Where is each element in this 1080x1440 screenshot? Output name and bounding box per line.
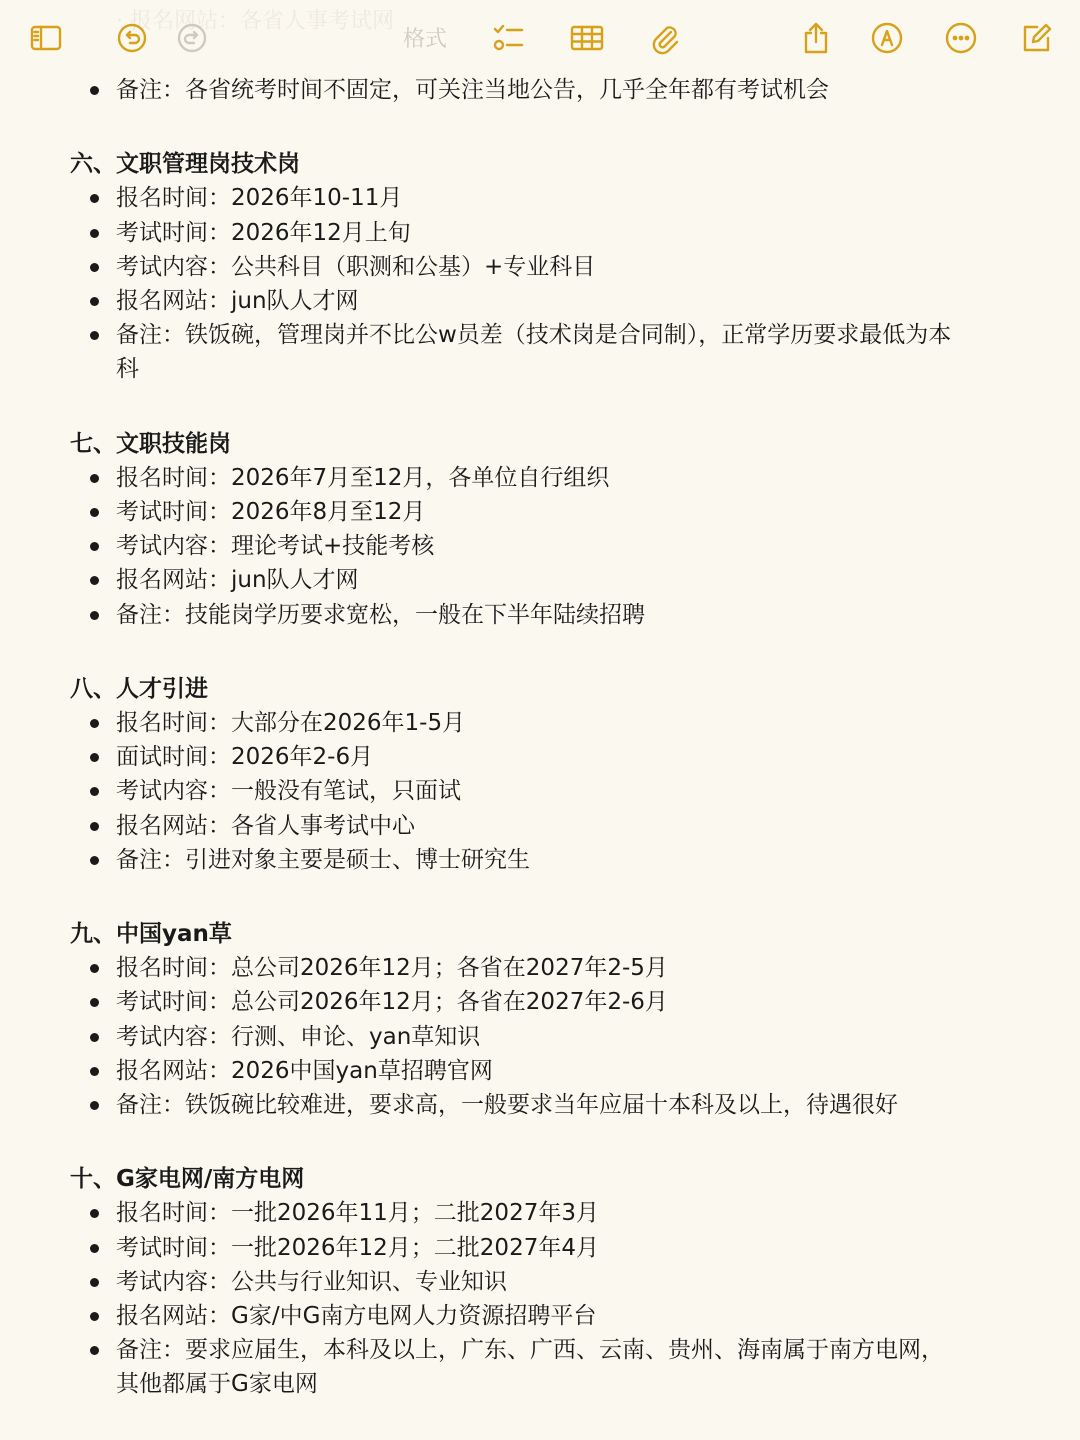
- bullet-icon: [90, 1209, 99, 1218]
- bullet-icon: [90, 86, 99, 95]
- list-item: 报名时间：总公司2026年12月；各省在2027年2-5月: [116, 955, 668, 982]
- list-item: 考试内容：公共科目（职测和公基）+专业科目: [116, 253, 596, 280]
- list-item: 备注：技能岗学历要求宽松，一般在下半年陆续招聘: [116, 601, 645, 628]
- list-item: 报名网站：G家/中G南方电网人力资源招聘平台: [116, 1303, 597, 1329]
- list-item-continuation: 其他都属于G家电网: [116, 1371, 318, 1398]
- section-heading: 八、人才引进: [70, 675, 208, 702]
- undo-icon[interactable]: [112, 18, 152, 58]
- bullet-icon: [90, 1312, 99, 1321]
- list-item: 报名网站：jun队人才网: [116, 567, 359, 594]
- format-title[interactable]: 格式: [402, 27, 447, 52]
- list-item: 考试内容：行测、申论、yan草知识: [116, 1023, 481, 1050]
- attachment-icon[interactable]: [644, 18, 684, 58]
- bullet-icon: [90, 508, 99, 517]
- list-item: 面试时间：2026年2-6月: [116, 744, 374, 771]
- compose-icon[interactable]: [1017, 18, 1057, 58]
- list-item: 备注：铁饭碗，管理岗并不比公w员差（技术岗是合同制），正常学历要求最低为本: [116, 322, 952, 349]
- section-heading: 六、文职管理岗技术岗: [70, 151, 300, 178]
- share-icon[interactable]: [796, 18, 836, 58]
- list-item: 备注：引进对象主要是硕士、博士研究生: [116, 846, 530, 873]
- scrolled-text-ghost: · 报名网站：各省人事考试网: [116, 9, 394, 34]
- bullet-icon: [90, 297, 99, 306]
- bullet-icon: [90, 753, 99, 762]
- list-item: 报名网站：jun队人才网: [116, 288, 359, 314]
- checklist-icon[interactable]: [488, 18, 528, 58]
- bullet-icon: [90, 194, 99, 203]
- bullet-icon: [90, 331, 99, 340]
- bullet-icon: [90, 474, 99, 483]
- bullet-icon: [90, 576, 99, 585]
- list-item: 报名时间：大部分在2026年1-5月: [116, 710, 466, 736]
- list-item: 备注：要求应届生，本科及以上，广东、广西、云南、贵州、海南属于南方电网，: [116, 1337, 944, 1364]
- bullet-icon: [90, 1033, 99, 1042]
- list-item: 备注：铁饭碗比较难进，要求高，一般要求当年应届十本科及以上，待遇很好: [116, 1092, 898, 1118]
- bullet-icon: [90, 1278, 99, 1287]
- list-item: 报名时间：2026年10-11月: [116, 185, 403, 212]
- bullet-icon: [90, 229, 99, 238]
- section-heading: 九、中国yan草: [70, 921, 232, 947]
- list-item: 考试时间：2026年12月上旬: [116, 219, 411, 246]
- bullet-icon: [90, 787, 99, 796]
- redo-icon[interactable]: [172, 18, 212, 58]
- list-item: 考试内容：一般没有笔试，只面试: [116, 778, 461, 805]
- section-heading: 十、G家电网/南方电网: [70, 1166, 305, 1193]
- more-icon[interactable]: [941, 18, 981, 58]
- bullet-icon: [90, 856, 99, 865]
- bullet-icon: [90, 263, 99, 272]
- list-item: 报名网站：2026中国yan草招聘官网: [116, 1057, 493, 1084]
- bullet-icon: [90, 964, 99, 973]
- list-item: 考试时间：一批2026年12月；二批2027年4月: [116, 1234, 599, 1261]
- markup-icon[interactable]: [867, 18, 907, 58]
- sidebar-icon[interactable]: [26, 18, 66, 58]
- bullet-icon: [90, 1067, 99, 1076]
- list-item: 考试内容：公共与行业知识、专业知识: [116, 1268, 507, 1295]
- bullet-icon: [90, 611, 99, 620]
- bullet-icon: [90, 719, 99, 728]
- list-item: 报名时间：2026年7月至12月，各单位自行组织: [116, 464, 610, 491]
- list-item: 考试时间：2026年8月至12月: [116, 499, 426, 525]
- bullet-icon: [90, 1244, 99, 1253]
- bullet-icon: [90, 998, 99, 1007]
- bullet-icon: [90, 1346, 99, 1355]
- list-item: 报名网站：各省人事考试中心: [116, 812, 415, 839]
- bullet-icon: [90, 542, 99, 551]
- toolbar: [0, 0, 1080, 76]
- list-item: 备注：各省统考时间不固定，可关注当地公告，几乎全年都有考试机会: [116, 77, 829, 103]
- list-item-continuation: 科: [116, 356, 139, 383]
- bullet-icon: [90, 1101, 99, 1110]
- list-item: 考试时间：总公司2026年12月；各省在2027年2-6月: [116, 989, 668, 1016]
- section-heading: 七、文职技能岗: [70, 430, 231, 457]
- table-icon[interactable]: [567, 18, 607, 58]
- list-item: 报名时间：一批2026年11月；二批2027年3月: [116, 1200, 599, 1227]
- bullet-icon: [90, 822, 99, 831]
- list-item: 考试内容：理论考试+技能考核: [116, 533, 435, 560]
